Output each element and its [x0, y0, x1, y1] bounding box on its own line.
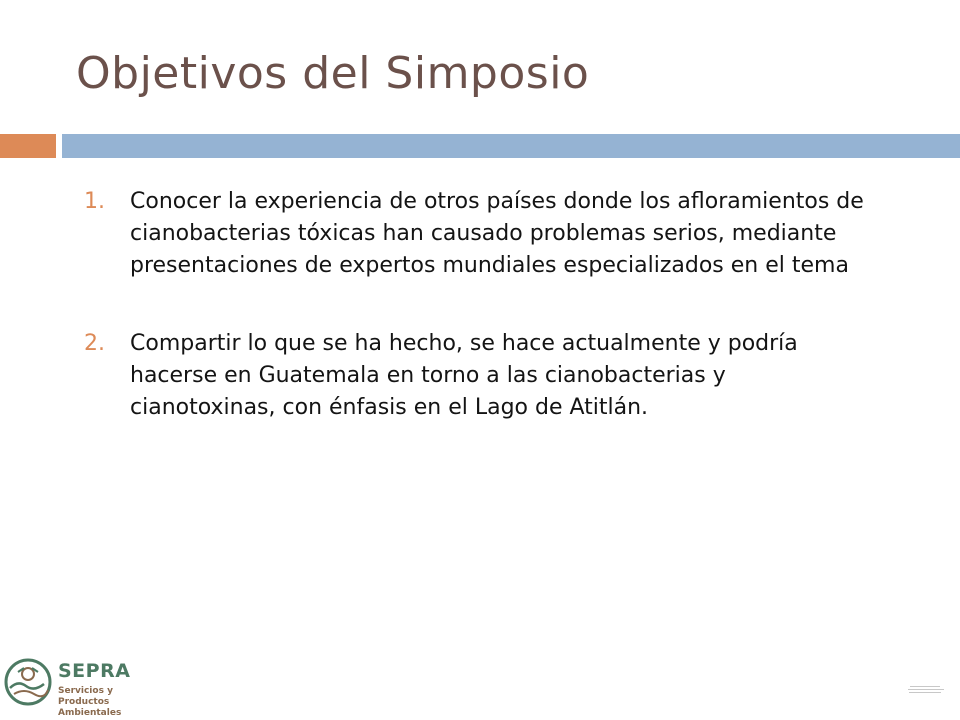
logo-subtitle: Servicios y Productos Ambientales — [58, 686, 122, 718]
objective-text: Conocer la experiencia de otros países donde los afloramientos de cianobacterias tóxicas han causado problemas serios, mediante presentaciones de expertos mundiales especializados en el tema — [130, 189, 864, 278]
slide-title: Objetivos del Simposio — [76, 48, 590, 99]
objectives-list — [84, 186, 864, 470]
objective-text: Compartir lo que se ha hecho, se hace actualmente y podría hacerse en Guatemala en torno a las cianobacterias y cianotoxinas, con énfasis en el Lago de Atitlán. — [130, 331, 798, 420]
title-divider-bar — [62, 134, 960, 158]
sepra-globe-logo-icon — [4, 658, 52, 706]
footer-tiny-mark — [906, 684, 946, 696]
sepra-logo — [4, 648, 154, 718]
objective-item — [84, 186, 864, 282]
objective-item — [84, 328, 864, 424]
title-accent-bar — [0, 134, 56, 158]
objective-number: 2. — [84, 331, 105, 356]
objective-number: 1. — [84, 189, 105, 214]
logo-name: SEPRA — [58, 660, 131, 682]
